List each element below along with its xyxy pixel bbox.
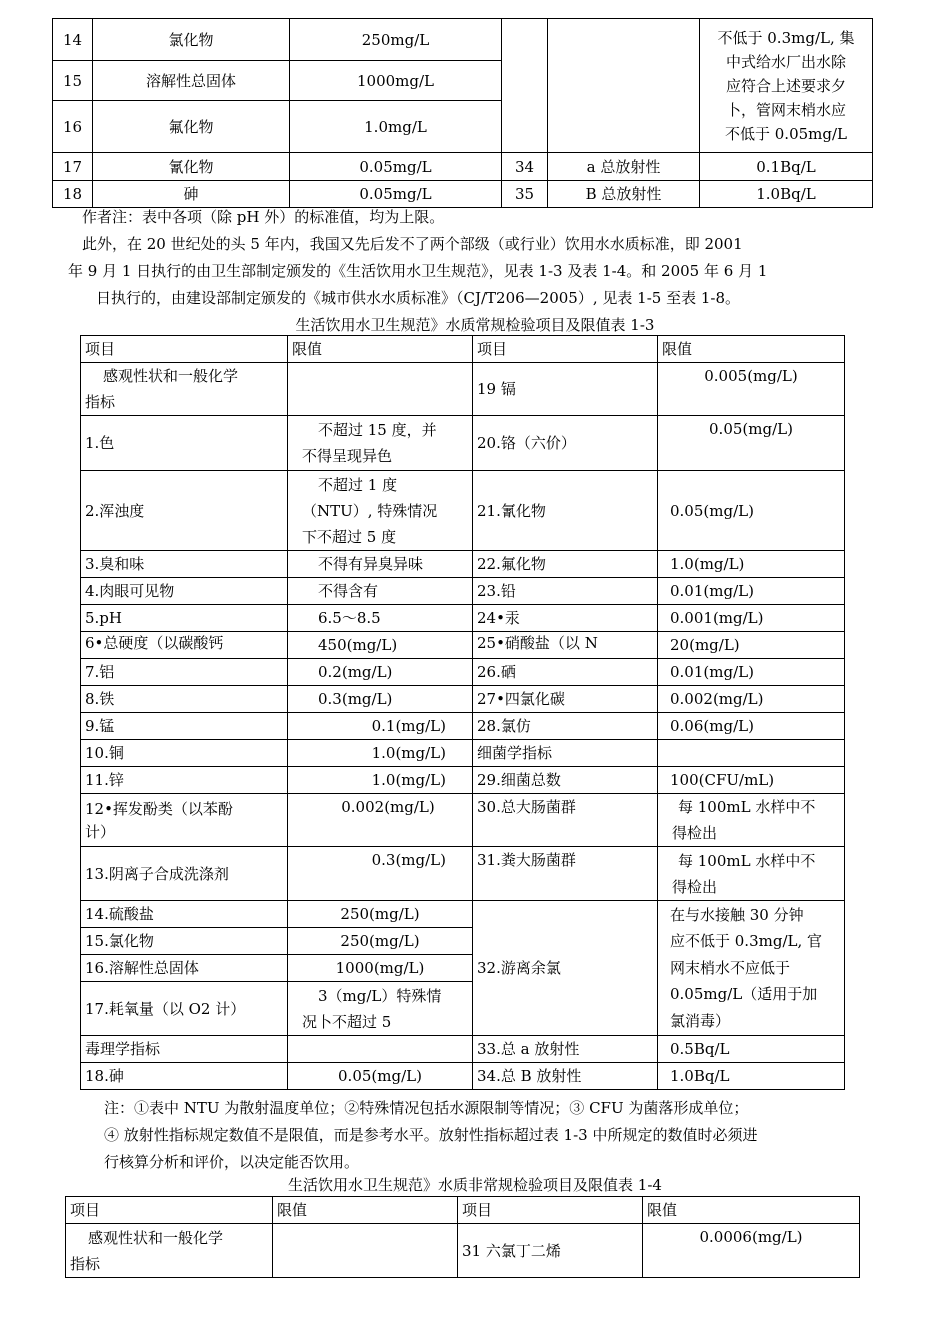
item-cell: 8.铁 — [81, 686, 288, 713]
note-line: 不低于 0.3mg/L, 集 — [717, 28, 855, 47]
limit-line: 3（mg/L）特殊情 — [318, 986, 442, 1005]
empty-cell — [658, 740, 845, 767]
item-cell: 22.氟化物 — [473, 551, 658, 578]
limit-line: 不超过 1 度 — [318, 475, 398, 494]
continuation-table — [52, 18, 873, 208]
limit-value: 0.05mg/L — [290, 181, 502, 208]
row-number: 17 — [53, 153, 93, 181]
limit-cell: 1.0(mg/L) — [288, 740, 473, 767]
note-line: 卜，管网末梢水应 — [725, 100, 846, 119]
item-cell: 31 六氯丁二烯 — [458, 1224, 643, 1278]
limit-line: 每 100mL 水样中不 — [678, 851, 816, 870]
item-line: 计） — [85, 823, 116, 841]
limit-cell: 0.5Bq/L — [658, 1036, 845, 1063]
limit-cell: 0.06(mg/L) — [658, 713, 845, 740]
item-name: a 总放射性 — [548, 153, 700, 181]
limit-cell: 不得有异臭异味 — [288, 551, 473, 578]
limit-line: 况卜不超过 5 — [302, 1012, 392, 1031]
limit-cell — [658, 901, 845, 1036]
header-cell: 限值 — [288, 336, 473, 363]
limit-cell: 1.0(mg/L) — [288, 767, 473, 794]
limit-value: 1.0Bq/L — [700, 181, 873, 208]
item-cell: 34.总 B 放射性 — [473, 1063, 658, 1090]
limit-value: 250mg/L — [290, 19, 502, 61]
note-line: 应符合上述要求夕 — [725, 76, 846, 95]
limit-value: 1000mg/L — [290, 61, 502, 101]
limit-line: 不得呈现异色 — [302, 447, 393, 465]
notes-line: 注：①表中 NTU 为散射温度单位；②特殊情况包括水源限制等情况；③ CFU 为菌落形成单位； — [104, 1099, 749, 1117]
item-cell: 30.总大肠菌群 — [473, 794, 658, 847]
item-cell: 21.氰化物 — [473, 471, 658, 551]
item-cell: 29.细菌总数 — [473, 767, 658, 794]
limit-cell: 0.05(mg/L) — [658, 471, 845, 551]
item-cell: 1.色 — [81, 416, 288, 471]
limit-cell: 1.0(mg/L) — [658, 551, 845, 578]
nonroutine-test-table — [65, 1196, 860, 1278]
paragraph-line: 年 9 月 1 日执行的由卫生部制定颁发的《生活饮用水卫生规范》，见表 1-3 及表 1-4。和 2005 年 6 月 1 — [68, 262, 768, 280]
limit-line: 不超过 15 度，并 — [318, 421, 437, 439]
item-cell — [81, 794, 288, 847]
limit-cell: 0.05(mg/L) — [658, 416, 845, 471]
note-line: 中式给水厂出水除 — [725, 52, 846, 71]
item-name: 氯化物 — [93, 19, 290, 61]
section-heading: 细菌学指标 — [473, 740, 658, 767]
limit-cell — [658, 847, 845, 901]
notes-line: 行核算分析和评价，以决定能否饮用。 — [104, 1153, 360, 1171]
header-cell: 项目 — [458, 1197, 643, 1224]
limit-cell — [288, 471, 473, 551]
limit-value: 0.1Bq/L — [700, 153, 873, 181]
limit-cell: 0.05(mg/L) — [288, 1063, 473, 1090]
item-cell: 19 镉 — [473, 363, 658, 416]
empty-cell — [288, 363, 473, 416]
item-cell: 33.总 a 放射性 — [473, 1036, 658, 1063]
item-line: 25•硝酸盐（以 N — [477, 634, 598, 652]
limit-cell — [658, 794, 845, 847]
row-number: 16 — [53, 101, 93, 153]
limit-cell: 0.001(mg/L) — [658, 605, 845, 632]
limit-value: 0.05mg/L — [290, 153, 502, 181]
limit-cell: 0.01(mg/L) — [658, 659, 845, 686]
limit-line: 在与水接触 30 分钟 — [670, 905, 804, 924]
limit-cell: 0.0006(mg/L) — [643, 1224, 860, 1278]
item-cell: 18.砷 — [81, 1063, 288, 1090]
item-cell: 16.溶解性总固体 — [81, 955, 288, 982]
item-cell: 17.耗氧量（以 O2 计） — [81, 982, 288, 1036]
limit-cell: 0.01(mg/L) — [658, 578, 845, 605]
item-cell — [473, 632, 658, 659]
note-line: 不低于 0.05mg/L — [724, 124, 847, 143]
header-cell: 项目 — [81, 336, 288, 363]
author-note: 作者注：表中各项（除 pH 外）的标准值，均为上限。 — [82, 208, 445, 226]
item-cell: 13.阴离子合成洗涤剂 — [81, 847, 288, 901]
item-cell: 31.粪大肠菌群 — [473, 847, 658, 901]
table-caption: 生活饮用水卫生规范》水质常规检验项目及限值表 1-3 — [295, 316, 655, 334]
paragraph-line: 此外，在 20 世纪处的头 5 年内，我国又先后发不了两个部级（或行业）饮用水水质标准，即 2001 — [82, 235, 743, 253]
limit-value: 1.0mg/L — [290, 101, 502, 153]
item-line: 指标 — [85, 393, 116, 411]
item-cell: 20.铬（六价） — [473, 416, 658, 471]
item-cell: 11.锌 — [81, 767, 288, 794]
limit-line: 0.05mg/L（适用于加 — [670, 985, 818, 1004]
limit-cell: 0.2(mg/L) — [288, 659, 473, 686]
limit-cell: 0.1(mg/L) — [288, 713, 473, 740]
limit-line: 得检出 — [672, 877, 718, 896]
item-cell: 26.硒 — [473, 659, 658, 686]
header-cell: 项目 — [473, 336, 658, 363]
item-line: 感观性状和一般化学 — [88, 1228, 224, 1247]
limit-cell — [288, 416, 473, 471]
item-line: 指标 — [70, 1254, 101, 1273]
header-cell: 项目 — [66, 1197, 273, 1224]
limit-cell: 0.3(mg/L) — [288, 686, 473, 713]
empty-cell — [273, 1224, 458, 1278]
limit-cell: 0.002(mg/L) — [288, 794, 473, 847]
limit-line: 每 100mL 水样中不 — [678, 798, 816, 816]
item-cell: 2.浑浊度 — [81, 471, 288, 551]
empty-cell — [288, 1036, 473, 1063]
notes-line: ④ 放射性指标规定数值不是限值，而是参考水平。放射性指标超过表 1-3 中所规定的数值时必须进 — [104, 1126, 758, 1144]
item-cell: 3.臭和味 — [81, 551, 288, 578]
row-number: 15 — [53, 61, 93, 101]
limit-cell: 0.002(mg/L) — [658, 686, 845, 713]
item-name: 氰化物 — [93, 153, 290, 181]
row-number: 18 — [53, 181, 93, 208]
item-cell: 32.游离余氯 — [473, 901, 658, 1036]
limit-cell: 1000(mg/L) — [288, 955, 473, 982]
row-number: 14 — [53, 19, 93, 61]
item-name: B 总放射性 — [548, 181, 700, 208]
limit-line: 网末梢水不应低于 — [670, 958, 791, 977]
item-name: 氟化物 — [93, 101, 290, 153]
limit-line: （NTU）, 特殊情况 — [302, 501, 438, 520]
limit-cell: 450(mg/L) — [288, 632, 473, 659]
limit-line: 氯消毒） — [670, 1011, 731, 1030]
header-cell: 限值 — [658, 336, 845, 363]
limit-cell: 不得含有 — [288, 578, 473, 605]
item-cell: 27•四氯化碳 — [473, 686, 658, 713]
item-line: 感观性状和一般化学 — [103, 367, 239, 385]
limit-cell: 250(mg/L) — [288, 901, 473, 928]
item-cell: 15.氯化物 — [81, 928, 288, 955]
limit-cell: 250(mg/L) — [288, 928, 473, 955]
limit-cell: 0.005(mg/L) — [658, 363, 845, 416]
table-caption: 生活饮用水卫生规范》水质非常规检验项目及限值表 1-4 — [288, 1176, 662, 1194]
row-number: 35 — [502, 181, 548, 208]
item-line: 6•总硬度（以碳酸钙 — [85, 634, 224, 652]
item-name: 溶解性总固体 — [93, 61, 290, 101]
limit-cell: 100(CFU/mL) — [658, 767, 845, 794]
empty-cell — [502, 19, 548, 153]
item-cell: 9.锰 — [81, 713, 288, 740]
item-cell — [81, 363, 288, 416]
limit-cell: 1.0Bq/L — [658, 1063, 845, 1090]
item-cell: 24•汞 — [473, 605, 658, 632]
item-cell: 28.氯仿 — [473, 713, 658, 740]
paragraph-line: 日执行的，由建设部制定颁发的《城市供水水质标准》（CJ/T206—2005）, 见表 1-5 至表 1-8。 — [96, 289, 741, 307]
item-cell: 10.铜 — [81, 740, 288, 767]
row-number: 34 — [502, 153, 548, 181]
limit-cell — [288, 982, 473, 1036]
limit-cell: 20(mg/L) — [658, 632, 845, 659]
item-cell: 23.铅 — [473, 578, 658, 605]
empty-cell — [548, 19, 700, 153]
limit-line: 下不超过 5 度 — [302, 527, 397, 546]
item-cell: 5.pH — [81, 605, 288, 632]
routine-test-table — [80, 335, 845, 1090]
item-line: 12•挥发酚类（以苯酚 — [85, 800, 233, 818]
merged-note-cell — [700, 19, 873, 153]
limit-line: 应不低于 0.3mg/L, 官 — [670, 932, 823, 951]
section-heading: 毒理学指标 — [81, 1036, 288, 1063]
limit-line: 得检出 — [672, 824, 718, 842]
item-cell — [66, 1224, 273, 1278]
header-cell: 限值 — [273, 1197, 458, 1224]
limit-cell: 6.5〜8.5 — [288, 605, 473, 632]
item-name: 砷 — [93, 181, 290, 208]
limit-cell: 0.3(mg/L) — [288, 847, 473, 901]
item-cell: 14.硫酸盐 — [81, 901, 288, 928]
item-cell: 7.铝 — [81, 659, 288, 686]
item-cell — [81, 632, 288, 659]
header-cell: 限值 — [643, 1197, 860, 1224]
item-cell: 4.肉眼可见物 — [81, 578, 288, 605]
